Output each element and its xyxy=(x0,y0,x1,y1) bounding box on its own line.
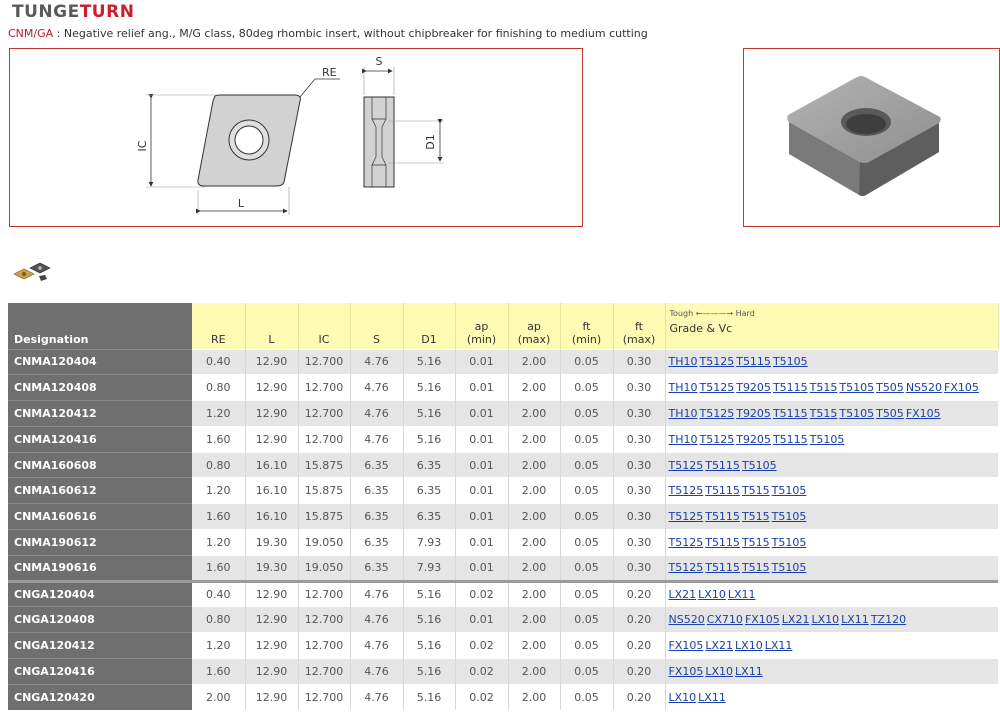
cell-ft-min: 0.05 xyxy=(560,426,613,452)
cell-ap-min: 0.01 xyxy=(455,504,508,530)
cell-ft-max: 0.30 xyxy=(613,401,665,427)
cell-ic: 15.875 xyxy=(298,478,350,504)
grade-link[interactable]: NS520 xyxy=(668,613,705,627)
cell-ft-min: 0.05 xyxy=(560,478,613,504)
grade-link[interactable]: T5105 xyxy=(839,381,875,395)
cell-ft-min: 0.05 xyxy=(560,530,613,556)
cell-designation: CNGA120408 xyxy=(8,607,192,633)
cell-d1: 6.35 xyxy=(403,452,455,478)
cell-ft-min: 0.05 xyxy=(560,555,613,581)
cell-ap-min: 0.01 xyxy=(455,349,508,375)
insert-thumbnail-icon xyxy=(12,262,52,290)
grade-link[interactable]: T5105 xyxy=(771,535,807,549)
grade-link[interactable]: TH10 xyxy=(668,406,698,420)
cell-ap-max: 2.00 xyxy=(508,478,560,504)
grade-link[interactable]: T5125 xyxy=(668,458,704,472)
cell-d1: 7.93 xyxy=(403,530,455,556)
cell-l: 16.10 xyxy=(245,478,298,504)
grade-link[interactable]: FX105 xyxy=(744,613,780,627)
grade-link[interactable]: T5115 xyxy=(705,484,740,498)
grade-link[interactable]: LX10 xyxy=(705,664,734,678)
cell-ap-max: 2.00 xyxy=(508,452,560,478)
cell-s: 4.76 xyxy=(350,375,403,401)
cell-s: 4.76 xyxy=(350,581,403,607)
cell-re: 0.40 xyxy=(192,349,245,375)
table-row xyxy=(8,607,998,633)
s-label: S xyxy=(375,55,383,68)
cell-grades xyxy=(665,349,998,375)
cell-re: 0.80 xyxy=(192,375,245,401)
cell-grades xyxy=(665,452,998,478)
grade-link[interactable]: LX10 xyxy=(735,639,763,653)
cell-ft-min: 0.05 xyxy=(560,633,613,659)
cell-designation: CNMA190616 xyxy=(8,555,192,581)
brand-logo xyxy=(12,2,134,22)
cell-ap-min: 0.01 xyxy=(455,607,508,633)
grade-link[interactable]: LX10 xyxy=(698,588,726,602)
grade-link[interactable]: LX11 xyxy=(764,639,793,653)
cell-ft-min: 0.05 xyxy=(560,607,613,633)
cell-ap-max: 2.00 xyxy=(508,633,560,659)
grade-link[interactable]: CX710 xyxy=(706,613,743,627)
cell-ic: 12.700 xyxy=(298,349,350,375)
cell-ft-max: 0.30 xyxy=(613,426,665,452)
grade-link[interactable]: T5115 xyxy=(705,561,740,575)
cell-re: 1.20 xyxy=(192,478,245,504)
grade-link[interactable]: T5105 xyxy=(741,458,777,472)
cell-ap-max: 2.00 xyxy=(508,504,560,530)
cell-grades xyxy=(665,530,998,556)
cell-ft-min: 0.05 xyxy=(560,581,613,607)
header-designation: Designation xyxy=(8,303,192,349)
cell-l: 12.90 xyxy=(245,607,298,633)
grade-link[interactable]: T5105 xyxy=(839,406,875,420)
cell-l: 16.10 xyxy=(245,504,298,530)
table-row xyxy=(8,452,998,478)
cell-d1: 5.16 xyxy=(403,426,455,452)
tough-hard-scale: Tough ←———→ Hard xyxy=(669,309,755,318)
cell-designation: CNGA120404 xyxy=(8,581,192,607)
cell-s: 4.76 xyxy=(350,349,403,375)
cell-grades xyxy=(665,478,998,504)
header-ic: IC xyxy=(298,303,350,349)
cell-ft-max: 0.20 xyxy=(613,684,665,710)
cell-ic: 12.700 xyxy=(298,401,350,427)
table-row xyxy=(8,375,998,401)
table-body xyxy=(8,349,998,710)
cell-grades xyxy=(665,607,998,633)
cell-ic: 19.050 xyxy=(298,555,350,581)
cell-d1: 5.16 xyxy=(403,633,455,659)
cell-l: 16.10 xyxy=(245,452,298,478)
insert-dimension-drawing xyxy=(10,49,584,228)
ic-label: IC xyxy=(136,140,149,152)
cell-ic: 12.700 xyxy=(298,607,350,633)
cell-ap-max: 2.00 xyxy=(508,555,560,581)
cell-s: 6.35 xyxy=(350,452,403,478)
cell-re: 1.20 xyxy=(192,633,245,659)
cell-grades xyxy=(665,659,998,685)
grade-link[interactable]: LX21 xyxy=(781,613,810,627)
cell-ic: 15.875 xyxy=(298,452,350,478)
cell-ap-min: 0.01 xyxy=(455,452,508,478)
cell-ic: 12.700 xyxy=(298,426,350,452)
cell-ap-max: 2.00 xyxy=(508,426,560,452)
cell-s: 4.76 xyxy=(350,633,403,659)
cell-l: 19.30 xyxy=(245,555,298,581)
cell-d1: 5.16 xyxy=(403,401,455,427)
cell-ft-min: 0.05 xyxy=(560,349,613,375)
grade-link[interactable]: T515 xyxy=(741,484,770,498)
cell-ft-max: 0.30 xyxy=(613,375,665,401)
cell-l: 12.90 xyxy=(245,349,298,375)
cell-s: 4.76 xyxy=(350,401,403,427)
cell-re: 1.60 xyxy=(192,659,245,685)
grade-link[interactable]: T5125 xyxy=(668,484,704,498)
table-row xyxy=(8,633,998,659)
grade-link[interactable]: NS520 xyxy=(905,381,943,395)
cell-ft-min: 0.05 xyxy=(560,452,613,478)
cell-designation: CNMA160612 xyxy=(8,478,192,504)
insert-photo-panel xyxy=(743,48,1000,227)
grade-link[interactable]: LX11 xyxy=(735,664,763,678)
grade-link[interactable]: T5125 xyxy=(699,355,735,369)
grade-link[interactable]: LX21 xyxy=(668,588,697,602)
header-d1: D1 xyxy=(403,303,455,349)
cell-re: 0.80 xyxy=(192,452,245,478)
cell-designation: CNMA120408 xyxy=(8,375,192,401)
cell-ic: 12.700 xyxy=(298,375,350,401)
cell-ap-min: 0.02 xyxy=(455,581,508,607)
grade-link[interactable]: T515 xyxy=(741,535,770,549)
cell-ic: 12.700 xyxy=(298,581,350,607)
table-row xyxy=(8,504,998,530)
header-ap-max: ap (max) xyxy=(508,303,560,349)
grade-link[interactable]: T9205 xyxy=(736,381,771,395)
cell-d1: 6.35 xyxy=(403,478,455,504)
grade-link[interactable]: T5125 xyxy=(668,535,704,549)
cell-ic: 19.050 xyxy=(298,530,350,556)
grade-link[interactable]: LX21 xyxy=(705,639,734,653)
grade-link[interactable]: T505 xyxy=(876,381,904,395)
grade-link[interactable]: TZ120 xyxy=(870,613,907,627)
grade-link[interactable]: T515 xyxy=(809,381,838,395)
cell-ap-min: 0.01 xyxy=(455,401,508,427)
cell-d1: 5.16 xyxy=(403,375,455,401)
grade-link[interactable]: LX11 xyxy=(727,588,756,602)
cell-ft-max: 0.20 xyxy=(613,633,665,659)
cell-ap-min: 0.01 xyxy=(455,426,508,452)
cell-re: 1.60 xyxy=(192,555,245,581)
table-header-row xyxy=(8,303,998,349)
cell-ft-max: 0.30 xyxy=(613,349,665,375)
cell-grades xyxy=(665,581,998,607)
cell-s: 4.76 xyxy=(350,426,403,452)
grade-vc-label: Grade & Vc xyxy=(669,322,733,335)
cell-designation: CNGA120420 xyxy=(8,684,192,710)
insert-spec-table xyxy=(8,303,999,710)
cell-ap-min: 0.01 xyxy=(455,478,508,504)
grade-link[interactable]: T515 xyxy=(741,561,770,575)
header-re: RE xyxy=(192,303,245,349)
technical-drawing-panel xyxy=(9,48,583,227)
cell-l: 12.90 xyxy=(245,633,298,659)
cell-ic: 15.875 xyxy=(298,504,350,530)
grade-link[interactable]: TH10 xyxy=(668,355,698,369)
grade-link[interactable]: TH10 xyxy=(668,432,698,446)
cell-ap-max: 2.00 xyxy=(508,349,560,375)
grade-link[interactable]: T5125 xyxy=(699,406,735,420)
header-l: L xyxy=(245,303,298,349)
l-label: L xyxy=(237,197,245,210)
cell-l: 12.90 xyxy=(245,581,298,607)
cell-re: 1.60 xyxy=(192,426,245,452)
cell-l: 12.90 xyxy=(245,684,298,710)
cell-l: 12.90 xyxy=(245,401,298,427)
cell-re: 0.40 xyxy=(192,581,245,607)
cell-ft-min: 0.05 xyxy=(560,401,613,427)
cell-d1: 5.16 xyxy=(403,607,455,633)
cell-s: 4.76 xyxy=(350,607,403,633)
grade-link[interactable]: LX11 xyxy=(841,613,869,627)
cell-ap-min: 0.01 xyxy=(455,555,508,581)
header-ft-min: ft (min) xyxy=(560,303,613,349)
cell-grades xyxy=(665,504,998,530)
page-subtitle xyxy=(8,27,648,40)
cell-ft-max: 0.20 xyxy=(613,659,665,685)
cell-grades xyxy=(665,684,998,710)
cell-designation: CNGA120416 xyxy=(8,659,192,685)
cell-s: 6.35 xyxy=(350,504,403,530)
cell-ft-min: 0.05 xyxy=(560,375,613,401)
grade-link[interactable]: T5115 xyxy=(705,535,740,549)
table-row xyxy=(8,401,998,427)
cell-ap-max: 2.00 xyxy=(508,401,560,427)
insert-3d-image xyxy=(744,49,1000,228)
cell-designation: CNMA120416 xyxy=(8,426,192,452)
series-description: : Negative relief ang., M/G class, 80deg rhombic insert, without chipbreaker for finishing to medium cutting xyxy=(53,27,648,40)
table-row xyxy=(8,426,998,452)
cell-s: 6.35 xyxy=(350,530,403,556)
cell-ap-max: 2.00 xyxy=(508,530,560,556)
table-row xyxy=(8,581,998,607)
table-row xyxy=(8,684,998,710)
grade-link[interactable]: FX105 xyxy=(668,664,704,678)
grade-link[interactable]: T5105 xyxy=(771,561,807,575)
grade-link[interactable]: T5105 xyxy=(771,510,807,524)
grade-link[interactable]: T5115 xyxy=(772,406,808,420)
cell-grades xyxy=(665,401,998,427)
cell-ft-max: 0.20 xyxy=(613,581,665,607)
cell-grades xyxy=(665,426,998,452)
cell-designation: CNMA190612 xyxy=(8,530,192,556)
cell-ft-min: 0.05 xyxy=(560,504,613,530)
cell-re: 0.80 xyxy=(192,607,245,633)
cell-l: 19.30 xyxy=(245,530,298,556)
table-row xyxy=(8,478,998,504)
header-s: S xyxy=(350,303,403,349)
cell-ap-max: 2.00 xyxy=(508,659,560,685)
cell-designation: CNMA120404 xyxy=(8,349,192,375)
cell-ft-max: 0.30 xyxy=(613,478,665,504)
cell-ap-max: 2.00 xyxy=(508,375,560,401)
cell-designation: CNGA120412 xyxy=(8,633,192,659)
cell-re: 1.60 xyxy=(192,504,245,530)
cell-d1: 7.93 xyxy=(403,555,455,581)
header-ap-min: ap (min) xyxy=(455,303,508,349)
cell-ap-max: 2.00 xyxy=(508,684,560,710)
grade-link[interactable]: T5125 xyxy=(668,510,704,524)
brand-logo-part2: TURN xyxy=(79,2,135,22)
table-row xyxy=(8,659,998,685)
grade-link[interactable]: T5115 xyxy=(705,458,740,472)
table-row xyxy=(8,349,998,375)
grade-link[interactable]: T5115 xyxy=(736,355,771,369)
cell-ft-max: 0.30 xyxy=(613,504,665,530)
grade-link[interactable]: TH10 xyxy=(668,381,698,395)
cell-ap-min: 0.02 xyxy=(455,633,508,659)
cell-ft-min: 0.05 xyxy=(560,684,613,710)
cell-grades xyxy=(665,633,998,659)
cell-ap-max: 2.00 xyxy=(508,581,560,607)
cell-designation: CNMA160616 xyxy=(8,504,192,530)
grade-link[interactable]: T9205 xyxy=(736,406,771,420)
grade-link[interactable]: T5115 xyxy=(772,381,808,395)
grade-link[interactable]: LX10 xyxy=(668,691,697,704)
cell-ic: 12.700 xyxy=(298,633,350,659)
grade-link[interactable]: T5125 xyxy=(668,561,704,575)
cell-l: 12.90 xyxy=(245,426,298,452)
cell-grades xyxy=(665,375,998,401)
cell-s: 4.76 xyxy=(350,659,403,685)
cell-ap-min: 0.02 xyxy=(455,684,508,710)
cell-ap-min: 0.02 xyxy=(455,659,508,685)
cell-designation: CNMA160608 xyxy=(8,452,192,478)
grade-link[interactable]: LX10 xyxy=(811,613,840,627)
cell-d1: 6.35 xyxy=(403,504,455,530)
cell-s: 4.76 xyxy=(350,684,403,710)
cell-s: 6.35 xyxy=(350,555,403,581)
cell-d1: 5.16 xyxy=(403,349,455,375)
grade-link[interactable]: T5105 xyxy=(771,484,807,498)
cell-re: 1.20 xyxy=(192,530,245,556)
cell-ft-min: 0.05 xyxy=(560,659,613,685)
grade-link[interactable]: T515 xyxy=(741,510,770,524)
cell-l: 12.90 xyxy=(245,375,298,401)
cell-ap-max: 2.00 xyxy=(508,607,560,633)
grade-link[interactable]: T5105 xyxy=(772,355,808,369)
grade-link[interactable]: FX105 xyxy=(905,406,941,420)
header-ft-max: ft (max) xyxy=(613,303,665,349)
cell-ft-max: 0.30 xyxy=(613,452,665,478)
cell-s: 6.35 xyxy=(350,478,403,504)
table-row xyxy=(8,555,998,581)
series-code: CNM/GA xyxy=(8,27,54,40)
grade-link[interactable]: T515 xyxy=(809,406,838,420)
cell-d1: 5.16 xyxy=(403,684,455,710)
cell-ft-max: 0.30 xyxy=(613,555,665,581)
grade-link[interactable]: T5125 xyxy=(699,432,735,446)
cell-ic: 12.700 xyxy=(298,659,350,685)
cell-re: 2.00 xyxy=(192,684,245,710)
cell-l: 12.90 xyxy=(245,659,298,685)
cell-re: 1.20 xyxy=(192,401,245,427)
cell-d1: 5.16 xyxy=(403,659,455,685)
cell-ap-min: 0.01 xyxy=(455,375,508,401)
table-row xyxy=(8,530,998,556)
grade-link[interactable]: LX11 xyxy=(698,691,726,704)
grade-link[interactable]: T5115 xyxy=(772,432,808,446)
cell-grades xyxy=(665,555,998,581)
grade-link[interactable]: FX105 xyxy=(668,639,704,653)
grade-link[interactable]: T9205 xyxy=(736,432,771,446)
cell-ap-min: 0.01 xyxy=(455,530,508,556)
d1-label: D1 xyxy=(424,134,437,150)
grade-link[interactable]: T5115 xyxy=(705,510,740,524)
grade-link[interactable]: T5105 xyxy=(809,432,845,446)
re-label: RE xyxy=(322,66,337,79)
header-grade xyxy=(665,303,998,349)
cell-ft-max: 0.30 xyxy=(613,530,665,556)
grade-link[interactable]: T505 xyxy=(876,406,904,420)
cell-d1: 5.16 xyxy=(403,581,455,607)
brand-logo-part1: TUNGE xyxy=(12,2,80,22)
grade-link[interactable]: FX105 xyxy=(944,381,979,395)
cell-ft-max: 0.20 xyxy=(613,607,665,633)
cell-ic: 12.700 xyxy=(298,684,350,710)
cell-designation: CNMA120412 xyxy=(8,401,192,427)
grade-link[interactable]: T5125 xyxy=(699,381,735,395)
